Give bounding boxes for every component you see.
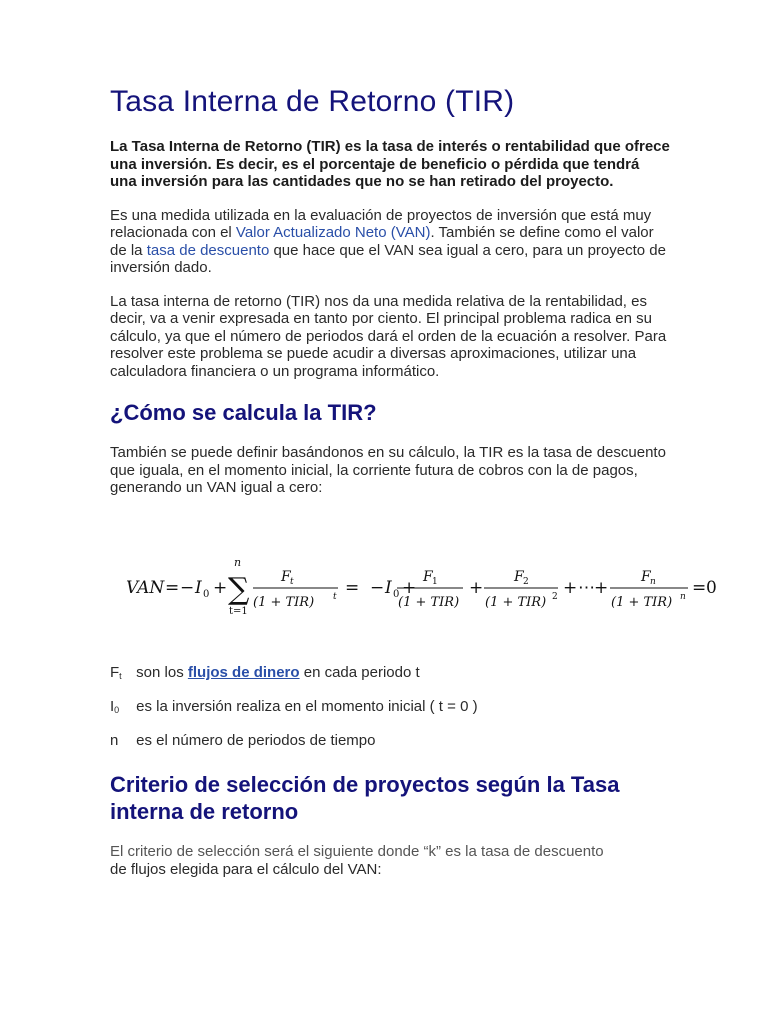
formula-plus-5: + <box>594 578 609 598</box>
symbol-i0-sub: 0 <box>114 705 120 715</box>
formula-eq-3: = <box>692 578 707 598</box>
formula-plus-1: + <box>213 578 228 598</box>
formula-fn-num: F <box>641 569 651 585</box>
link-tasa-de-descuento[interactable]: tasa de descuento <box>146 241 270 259</box>
symbol-ft <box>110 664 132 685</box>
formula-den-2: (1 + TIR) <box>485 595 547 610</box>
paragraph-van-text-1: Es una medida utilizada en la evaluación de proyectos de inversión que está muy relacionada con el <box>110 206 652 241</box>
formula-f1-num: F <box>423 569 433 585</box>
formula-den-2-sup: 2 <box>552 592 558 602</box>
formula-den-t-sup: t <box>333 592 337 602</box>
symbol-ft-letter: F <box>110 664 120 681</box>
formula-eq-2: = <box>345 578 360 598</box>
formula-fn-num-sub: n <box>650 577 656 587</box>
formula-minus-2: − <box>370 578 385 598</box>
paragraph-van-text-2: . También se define como el valor de la <box>110 224 654 259</box>
paragraph-criterio <box>110 843 670 878</box>
definition-ft-text-1: son los <box>136 664 188 681</box>
lead-paragraph: La Tasa Interna de Retorno (TIR) es la tasa de interés o rentabilidad que ofrece una inversión. Es decir, es el porcentaje de beneficio o pérdida que tendrá una inversión para las cantidades que no se han retirado del proyecto. <box>110 138 670 190</box>
article-bottom <box>110 771 670 893</box>
formula-result: 0 <box>706 578 717 598</box>
symbol-i0 <box>110 698 132 719</box>
formula-f1-num-sub: 1 <box>432 577 438 587</box>
formula-sum-top: n <box>234 556 242 569</box>
definition-i0 <box>110 698 710 716</box>
formula-sum-bottom: t=1 <box>229 606 248 617</box>
definition-ft-text-2: en cada periodo t <box>299 664 420 681</box>
formula-f2-num: F <box>514 569 524 585</box>
page-title: Tasa Interna de Retorno (TIR) <box>110 85 515 118</box>
link-flujos-de-dinero[interactable]: flujos de dinero <box>187 664 300 681</box>
definition-i0-text: es la inversión realiza en el momento inicial ( t = 0 ) <box>136 698 478 715</box>
paragraph-criterio-line-1: El criterio de selección será el siguiente donde “k” es la tasa de descuento <box>110 843 604 860</box>
sigma-icon: ∑ <box>228 572 250 607</box>
formula-minus-1: − <box>180 578 195 598</box>
article-top <box>110 84 670 497</box>
symbol-n: n <box>110 732 119 749</box>
formula-plus-4: + <box>563 578 578 598</box>
formula-ft-num-sub: t <box>290 577 294 587</box>
formula-ft-num: F <box>281 569 291 585</box>
formula-i0: I <box>195 578 202 598</box>
variable-definitions <box>110 664 710 750</box>
heading-como-se-calcula: ¿Cómo se calcula la TIR? <box>110 400 377 425</box>
definition-n-text: es el número de periodos de tiempo <box>136 732 376 749</box>
heading-criterio-seleccion: Criterio de selección de proyectos según la Tasa interna de retorno <box>110 772 620 824</box>
link-valor-actualizado-neto[interactable]: Valor Actualizado Neto (VAN) <box>235 224 431 241</box>
formula-den-n-sup: n <box>680 592 686 602</box>
formula-i0-2: I <box>385 578 392 598</box>
formula-plus-2: + <box>402 578 417 598</box>
formula-svg <box>0 536 768 636</box>
formula-den-n: (1 + TIR) <box>611 595 673 610</box>
formula-dots: ⋯ <box>578 578 595 598</box>
paragraph-tir-medida: La tasa interna de retorno (TIR) nos da una medida relativa de la rentabilidad, es decir, va a venir expresada en tanto por ciento. El principal problema radica en su cálculo, ya que el número de periodos dará el orden de la ecuación a resolver. Para resolver este problema se puede acudir a diversas aproximaciones, utilizar una calculadora financiera o un programa informático. <box>110 292 667 380</box>
paragraph-calculo: También se puede definir basándonos en su cálculo, la TIR es la tasa de descuento que iguala, en el momento inicial, la corriente futura de cobros con la de pagos, generando un VAN igual a cero: <box>110 444 666 496</box>
definition-ft <box>110 664 710 682</box>
formula-i0-sub: 0 <box>203 589 210 600</box>
tir-formula <box>0 536 768 636</box>
formula-eq-1: = <box>165 578 180 598</box>
paragraph-van-text-3: que hace que el VAN sea igual a cero, para un proyecto de inversión dado. <box>110 241 666 276</box>
formula-den-1: (1 + TIR) <box>398 595 460 610</box>
definition-n <box>110 732 710 750</box>
formula-plus-3: + <box>469 578 484 598</box>
formula-i0-2-sub: 0 <box>393 589 400 600</box>
symbol-ft-sub: t <box>119 671 122 681</box>
symbol-i0-letter: I <box>110 698 115 715</box>
paragraph-van <box>110 207 670 277</box>
formula-den-t: (1 + TIR) <box>253 595 315 610</box>
formula-van: VAN <box>126 578 165 598</box>
formula-f2-num-sub: 2 <box>523 577 529 587</box>
paragraph-criterio-line-2: de flujos elegida para el cálculo del VAN: <box>110 860 382 878</box>
